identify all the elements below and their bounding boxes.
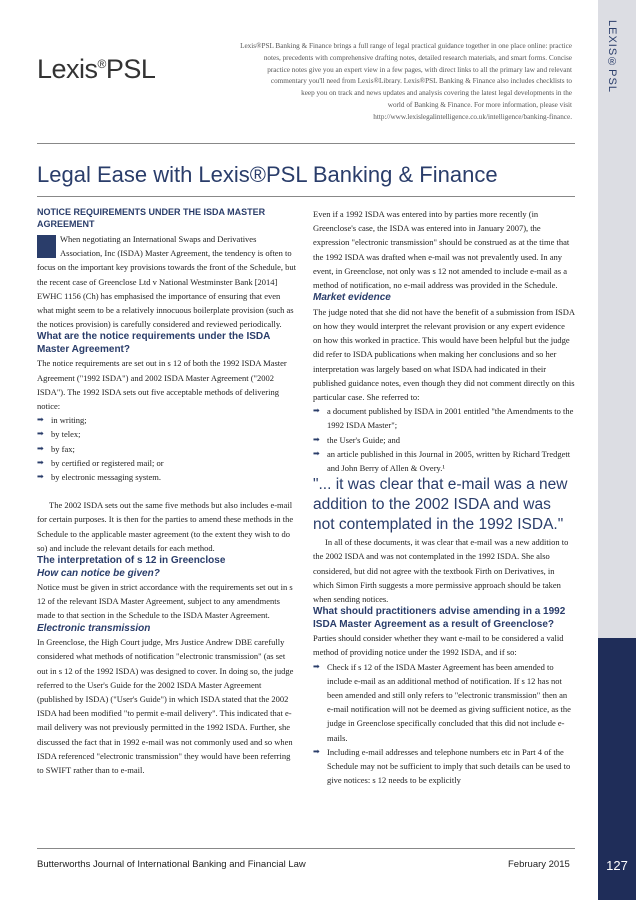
subheading: Market evidence [313,292,391,304]
lexispsl-logo: Lexis®PSL [37,54,156,84]
arrow-right-icon: ➡ [37,429,44,439]
arrow-right-icon: ➡ [313,448,320,458]
footer-divider [37,848,575,849]
arrow-right-icon: ➡ [37,443,44,453]
dropcap-block [37,235,56,258]
intro-blurb [232,41,572,124]
header-divider [37,143,575,144]
intro-line: commentary you'll need from Lexis®Library. Lexis®PSL Banking & Finance also includes checklists to [270,77,572,86]
arrow-right-icon: ➡ [313,661,320,671]
list-item: ➡ by electronic messaging system. [37,470,297,484]
subheading: How can notice be given? [37,567,160,579]
paragraph: The notice requirements are set out in s 12 of both the 1992 ISDA Master Agreement ("1992 ISDA") and 2002 ISDA Master Agreement ("2002 ISDA"). The 1992 ISDA sets out five acceptable methods of delivering notice: [37,358,287,412]
paragraph: Parties should consider whether they want e-mail to be considered a valid method of providing notice under the 1992 ISDA, and if so: [313,633,564,658]
list-item: ➡ by certified or registered mail; or [37,456,297,470]
list-item: ➡ in writing; [37,413,297,427]
intro-line: world of Banking & Finance. For more information, please visit [387,100,572,109]
paragraph: In all of these documents, it was clear that e-mail was a new addition to the 2002 ISDA and was not contemplated in the 1992 ISDA. She also considered, but did not agree with the textbook Firth on Derivatives, in which Simon Firth suggests a more permissive approach should be taken when sending notices. [313,537,569,604]
arrow-right-icon: ➡ [313,406,320,416]
sidebar-label: LEXIS®PSL [606,20,618,93]
intro-line: keep you on track and news updates and analysis covering the latest legal developments in the [301,89,572,98]
subheading: Electronic transmission [37,622,151,634]
bullet-list [313,660,575,788]
list-item: ➡ the User's Guide; and [313,433,575,447]
arrow-right-icon: ➡ [37,457,44,467]
subheading: What are the notice requirements under the ISDA Master Agreement? [37,331,271,355]
bullet-list [37,413,297,484]
paragraph: Even if a 1992 ISDA was entered into by parties more recently (in Greenclose's case, the ISDA was entered into in January 2007), the expression "electronic transmission" should be construed as at the time that the 1992 ISDA was drafted when e-mail was not prevalently used. In any event, in Greenclose, not only was s 12 not amended to include e-mail as a method of notification, no e-mail address was provided in the Schedule. [313,209,570,291]
list-item: ➡ a document published by ISDA in 2001 entitled "the Amendments to the 1992 ISDA Master"; [313,406,574,431]
intro-line: practice notes give you an expert view in a few pages, with direct links to all the primary law and relevant [267,65,572,74]
paragraph: In Greenclose, the High Court judge, Mrs Justice Andrew DBE carefully considered what methods of notification "electronic transmission" (as set out in s 12 of the 1992 ISDA) was designed to cover. In doing so, the judge referred to the User's Guide for the 2002 ISDA Master Agreement (published by ISDA) ("User's Guide") in which ISDA stated that the 2002 ISDA had been modified "to permit e-mail delivery". This indicated that e-mail delivery was not previously permitted in the 1992 ISDA. Further, she discussed the fact that in 1992 e-mail was not commonly used and so when ISDA referenced "electronic transmission" they would have been referring to SWIFT rather than to e-mail. [37,637,294,775]
pull-quote: "... it was clear that e-mail was a new addition to the 2002 ISDA and was not contemplated in the 1992 ISDA." [313,476,568,534]
list-item: ➡ Including e-mail addresses and telephone numbers etc in Part 4 of the Schedule may not be sufficient to imply that such details can be used to give notices: s 12 needs to be explicitly [313,746,571,786]
list-item: ➡ an article published in this Journal in 2005, written by Richard Tredgett and John Berry of Allen & Overy.¹ [313,448,571,473]
intro-line: notes, precedents with comprehensive drafting notes, detailed research materials, and smart forms. Concise [263,53,572,62]
arrow-right-icon: ➡ [37,472,44,482]
issue-date: February 2015 [508,859,570,870]
bullet-list [313,404,575,475]
section-heading: NOTICE REQUIREMENTS UNDER THE ISDA MASTER AGREEMENT [37,207,266,229]
title-divider [37,196,575,197]
list-item: ➡ by telex; [37,427,297,441]
list-item: ➡ Check if s 12 of the ISDA Master Agreement has been amended to include e-mail as an additional method of notification. If s 12 has not been amended and still only refers to "electronic transmission" then an e-mail notification will not be deemed as giving sufficient notice, as the judge in Greenclose specifically concluded that this did not include e-mails. [313,661,571,743]
journal-name: Butterworths Journal of International Banking and Financial Law [37,859,306,870]
paragraph: When negotiating an International Swaps and Derivatives Association, Inc (ISDA) Master Agreement, the tendency is often to focus on the important key provisions towards the front of the Schedule, but the recent case of Greenclose Ltd v National Westminster Bank [2014] EWHC 1156 (Ch) has emphasised the importance of ensuring that even what might seem to be a relatively innocuous boilerplate provision (such as the notices provision) is carefully considered and reviewed periodically. [37,234,296,330]
arrow-right-icon: ➡ [313,746,320,756]
paragraph: Notice must be given in strict accordance with the requirements set out in s 12 of the relevant ISDA Master Agreement, subject to any amendments made to that section in the Schedule to the ISDA Master Agreement. [37,582,293,621]
list-item: ➡ by fax; [37,442,297,456]
page-title: Legal Ease with Lexis®PSL Banking & Finance [37,162,498,187]
subheading: What should practitioners advise amending in a 1992 ISDA Master Agreement as a result of Greenclose? [313,606,566,630]
arrow-right-icon: ➡ [313,434,320,444]
arrow-right-icon: ➡ [37,415,44,425]
page-number: 127 [606,858,628,873]
right-column [313,207,575,787]
intro-link[interactable]: http://www.lexislegalintelligence.co.uk/intelligence/banking-finance. [373,112,572,121]
intro-line: Lexis®PSL Banking & Finance brings a full range of legal practical guidance together in one place online: practice [240,42,572,50]
left-column [37,207,297,777]
paragraph: The judge noted that she did not have the benefit of a submission from ISDA on how they would interpret the relevant provision or any expert evidence on how this worked in practice. This would have been helpful but the judge did refer to ISDA publications when making her conclusions and so her interpretation was largely based on what ISDA had indicated in their published guidance notes, even though they did not comment directly on this particular case. She referred to: [313,306,575,402]
subheading: The interpretation of s 12 in Greenclose [37,555,226,567]
paragraph: The 2002 ISDA sets out the same five methods but also includes e-mail for certain purposes. It is then for the parties to amend these methods in the Schedule to the applicable master agreement (to the extent they wish to do so) and include the relevant details for each method. [37,500,294,553]
